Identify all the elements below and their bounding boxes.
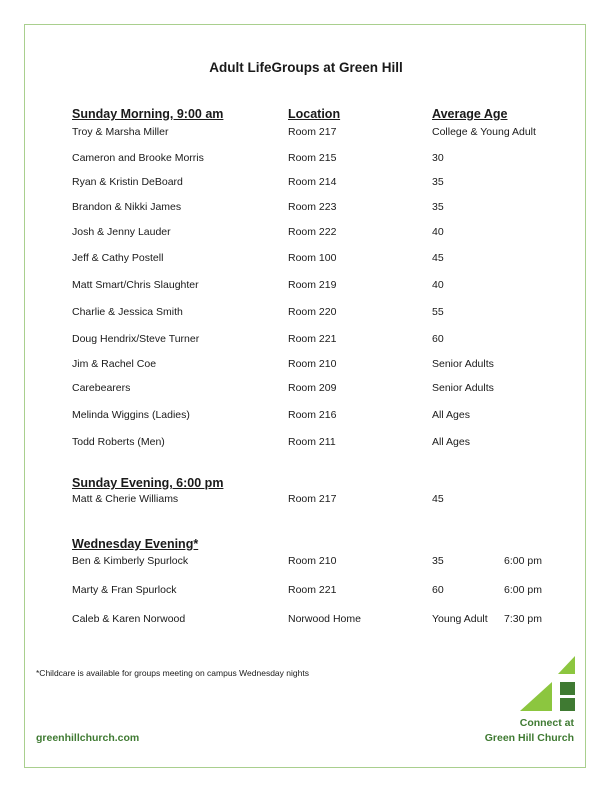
leader-name: Doug Hendrix/Steve Turner bbox=[72, 333, 200, 345]
meeting-time: 6:00 pm bbox=[504, 555, 542, 567]
page-title: Adult LifeGroups at Green Hill bbox=[209, 60, 403, 75]
table-row bbox=[0, 176, 612, 192]
meeting-time: 7:30 pm bbox=[504, 613, 542, 625]
table-row bbox=[0, 436, 612, 452]
average-age: 45 bbox=[432, 493, 444, 505]
leader-name: Josh & Jenny Lauder bbox=[72, 226, 171, 238]
connect-line-1: Connect at bbox=[519, 717, 574, 729]
average-age: 40 bbox=[432, 226, 444, 238]
leader-name: Jim & Rachel Coe bbox=[72, 358, 157, 370]
table-row bbox=[0, 358, 612, 374]
average-age: 40 bbox=[432, 279, 444, 291]
section-heading-wednesday-evening: Wednesday Evening* bbox=[72, 537, 199, 551]
location: Room 214 bbox=[288, 176, 337, 188]
location: Room 221 bbox=[288, 333, 337, 345]
table-row bbox=[0, 584, 612, 600]
website-link[interactable]: greenhillchurch.com bbox=[36, 732, 140, 744]
leader-name: Cameron and Brooke Morris bbox=[72, 152, 204, 164]
leader-name: Marty & Fran Spurlock bbox=[72, 584, 177, 596]
average-age: 60 bbox=[432, 584, 444, 596]
location: Norwood Home bbox=[288, 613, 361, 625]
leader-name: Todd Roberts (Men) bbox=[72, 436, 165, 448]
leader-name: Melinda Wiggins (Ladies) bbox=[72, 409, 190, 421]
green-hill-logo-icon bbox=[520, 656, 578, 717]
table-row bbox=[0, 126, 612, 142]
location: Room 223 bbox=[288, 201, 337, 213]
leader-name: Ben & Kimberly Spurlock bbox=[72, 555, 189, 567]
location: Room 217 bbox=[288, 126, 337, 138]
location: Room 216 bbox=[288, 409, 337, 421]
average-age: 35 bbox=[432, 201, 444, 213]
average-age: 30 bbox=[432, 152, 444, 164]
location: Room 220 bbox=[288, 306, 337, 318]
average-age: 35 bbox=[432, 176, 444, 188]
location: Room 100 bbox=[288, 252, 337, 264]
average-age: Senior Adults bbox=[432, 382, 494, 394]
location: Room 219 bbox=[288, 279, 337, 291]
location: Room 222 bbox=[288, 226, 337, 238]
leader-name: Carebearers bbox=[72, 382, 131, 394]
table-row bbox=[0, 201, 612, 217]
leader-name: Matt & Cherie Williams bbox=[72, 493, 179, 505]
table-row bbox=[0, 226, 612, 242]
location: Room 211 bbox=[288, 436, 336, 448]
leader-name: Brandon & Nikki James bbox=[72, 201, 182, 213]
table-row bbox=[0, 613, 612, 629]
leader-name: Caleb & Karen Norwood bbox=[72, 613, 186, 625]
average-age: Young Adult bbox=[432, 613, 488, 625]
average-age: All Ages bbox=[432, 436, 470, 448]
table-row bbox=[0, 409, 612, 425]
table-row bbox=[0, 493, 612, 509]
average-age: 55 bbox=[432, 306, 444, 318]
location: Room 210 bbox=[288, 555, 337, 567]
average-age: 35 bbox=[432, 555, 444, 567]
average-age: 60 bbox=[432, 333, 444, 345]
column-header-location: Location bbox=[288, 107, 341, 121]
location: Room 209 bbox=[288, 382, 337, 394]
leader-name: Matt Smart/Chris Slaughter bbox=[72, 279, 199, 291]
leader-name: Jeff & Cathy Postell bbox=[72, 252, 164, 264]
meeting-time: 6:00 pm bbox=[504, 584, 542, 596]
connect-tagline bbox=[485, 716, 574, 746]
table-row bbox=[0, 555, 612, 571]
location: Room 210 bbox=[288, 358, 337, 370]
table-row bbox=[0, 152, 612, 168]
average-age: Senior Adults bbox=[432, 358, 494, 370]
table-row bbox=[0, 333, 612, 349]
section-heading-sunday-morning: Sunday Morning, 9:00 am bbox=[72, 107, 224, 121]
leader-name: Ryan & Kristin DeBoard bbox=[72, 176, 183, 188]
location: Room 221 bbox=[288, 584, 337, 596]
childcare-footnote: *Childcare is available for groups meeting on campus Wednesday nights bbox=[36, 668, 309, 678]
location: Room 217 bbox=[288, 493, 337, 505]
average-age: 45 bbox=[432, 252, 444, 264]
leader-name: Charlie & Jessica Smith bbox=[72, 306, 183, 318]
table-row bbox=[0, 306, 612, 322]
table-row bbox=[0, 279, 612, 295]
leader-name: Troy & Marsha Miller bbox=[72, 126, 169, 138]
average-age: College & Young Adult bbox=[432, 126, 536, 138]
location: Room 215 bbox=[288, 152, 337, 164]
column-header-average-age: Average Age bbox=[432, 107, 508, 121]
table-row bbox=[0, 382, 612, 398]
section-heading-sunday-evening: Sunday Evening, 6:00 pm bbox=[72, 476, 224, 490]
connect-line-2: Green Hill Church bbox=[484, 732, 574, 744]
average-age: All Ages bbox=[432, 409, 470, 421]
table-row bbox=[0, 252, 612, 268]
